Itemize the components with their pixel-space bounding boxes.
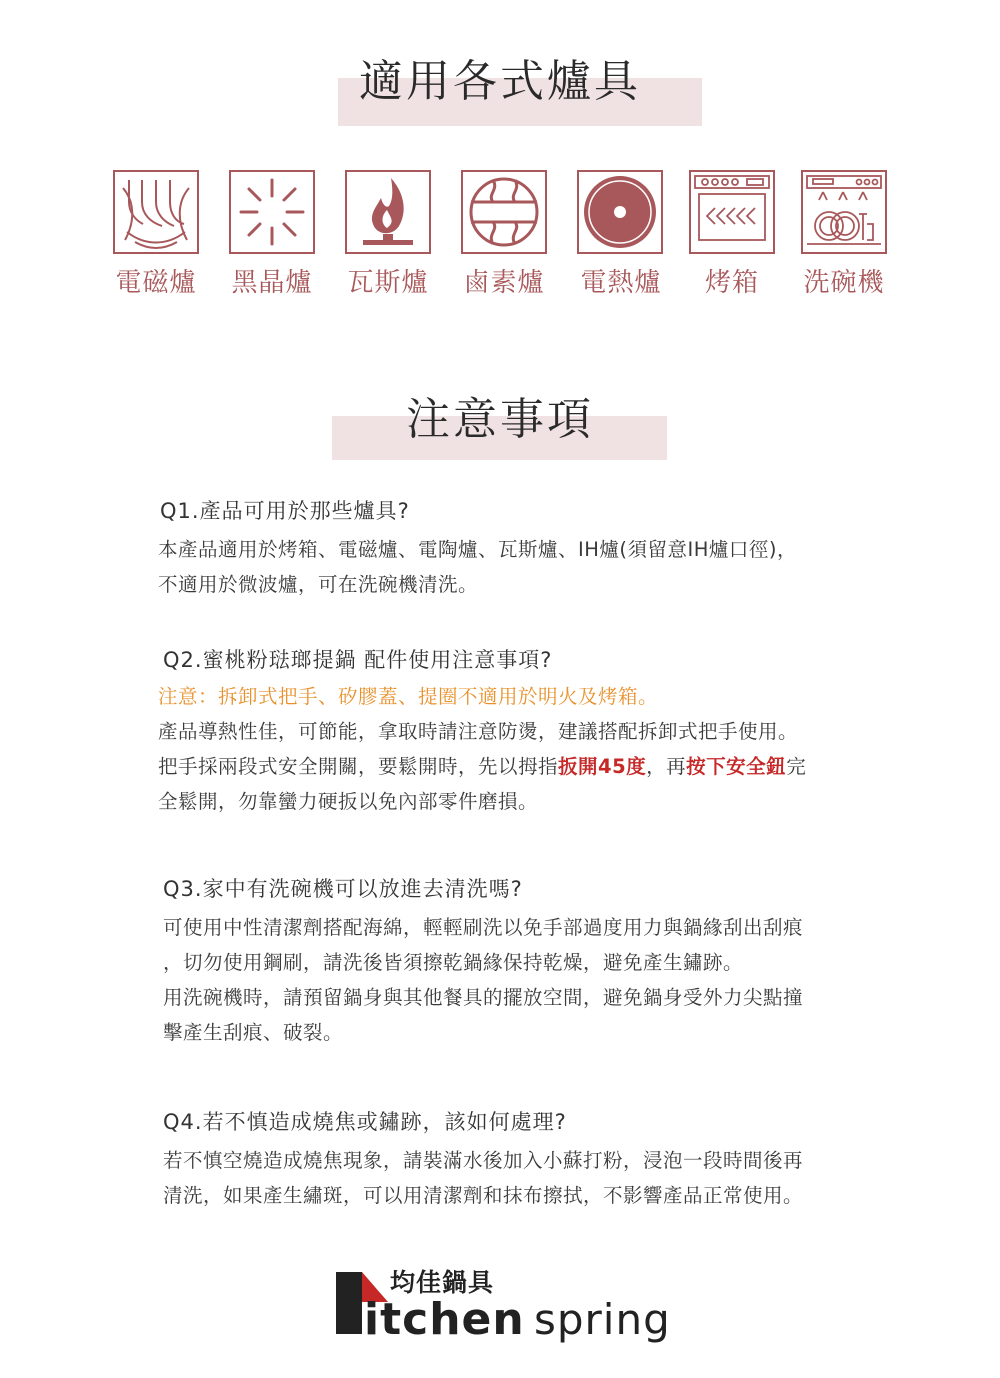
q3-line-1: 可使用中性清潔劑搭配海綿，輕輕刷洗以免手部過度用力與鍋緣刮出刮痕 <box>163 916 804 939</box>
stoves-heading: 適用各式爐具 <box>359 56 641 107</box>
notes-heading: 注意事項 <box>406 394 594 445</box>
q4-answer <box>163 1143 803 1213</box>
logo-itchen: itchen <box>364 1294 525 1345</box>
q2-answer <box>158 679 806 819</box>
q2-emphasis-angle: 扳開45度 <box>558 755 647 778</box>
stoves-heading-block <box>0 52 1000 132</box>
notes-heading-block <box>0 390 1000 470</box>
q2-title: Q2.蜜桃粉琺瑯提鍋 配件使用注意事項? <box>163 648 553 672</box>
label-induction: 電磁爐 <box>115 268 197 298</box>
induction-icon <box>113 170 199 254</box>
q3-title: Q3.家中有洗碗機可以放進去清洗嗎? <box>163 877 523 901</box>
gas-flame-icon <box>345 170 431 254</box>
label-oven: 烤箱 <box>704 268 759 298</box>
q3-line-3: 用洗碗機時，請預留鍋身與其他餐具的擺放空間，避免鍋身受外力尖點撞 <box>163 986 804 1009</box>
label-ceramic-hob: 黑晶爐 <box>231 268 313 298</box>
q4-line-1: 若不慎空燒造成燒焦現象，請裝滿水後加入小蘇打粉，浸泡一段時間後再 <box>163 1149 804 1172</box>
halogen-icon <box>461 170 547 254</box>
logo-k-stem <box>336 1272 362 1334</box>
q2-line-2-e: 完 <box>786 755 807 778</box>
ceramic-hob-icon <box>229 170 315 254</box>
q2-line-2-c: ，再 <box>646 755 687 778</box>
q2-line-3: 全鬆開，勿靠蠻力硬扳以免內部零件磨損。 <box>158 790 539 813</box>
oven-icon <box>689 170 775 254</box>
q4-line-2: 清洗，如果產生繡斑，可以用清潔劑和抹布擦拭，不影響產品正常使用。 <box>163 1184 804 1207</box>
q2-emphasis-button: 按下安全鈕 <box>686 755 787 778</box>
label-dishwasher: 洗碗機 <box>803 268 885 298</box>
q2-line-2 <box>158 749 806 784</box>
q3-line-4: 擊產生刮痕、破裂。 <box>163 1021 344 1044</box>
label-halogen: 鹵素爐 <box>463 268 545 298</box>
dishwasher-icon <box>801 170 887 254</box>
q1-line-2: 不適用於微波爐，可在洗碗機清洗。 <box>158 573 479 596</box>
label-gas: 瓦斯爐 <box>347 268 429 298</box>
logo-chinese-name: 均佳鍋具 <box>390 1268 495 1297</box>
q3-line-2: ，切勿使用鋼刷，請洗後皆須擦乾鍋緣保持乾燥，避免產生鏽跡。 <box>163 951 744 974</box>
logo-spring: spring <box>534 1295 671 1344</box>
electric-plate-icon <box>577 170 663 254</box>
q4-title: Q4.若不慎造成燒焦或鏽跡，該如何處理? <box>163 1110 567 1134</box>
q1-title: Q1.產品可用於那些爐具? <box>160 499 410 523</box>
label-electric-plate: 電熱爐 <box>580 268 662 298</box>
q2-line-1: 產品導熱性佳，可節能，拿取時請注意防燙，建議搭配拆卸式把手使用。 <box>158 720 799 743</box>
q1-answer <box>158 532 797 602</box>
brand-logo <box>336 1268 676 1348</box>
q2-warning: 注意：拆卸式把手、矽膠蓋、提圈不適用於明火及烤箱。 <box>158 685 659 708</box>
q3-answer <box>163 910 803 1050</box>
q2-line-2-a: 把手採兩段式安全開關，要鬆開時，先以拇指 <box>158 755 559 778</box>
q1-line-1: 本產品適用於烤箱、電磁爐、電陶爐、瓦斯爐、IH爐(須留意IH爐口徑)， <box>158 538 798 561</box>
